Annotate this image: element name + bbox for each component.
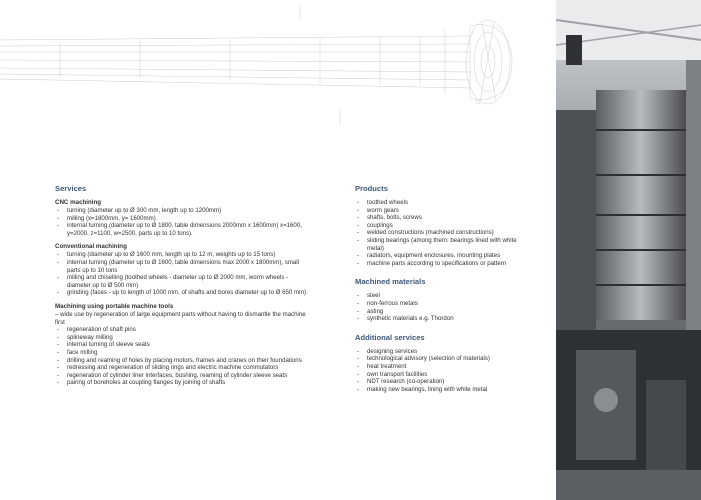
list-item: - steel — [357, 292, 380, 300]
list-item: - splineway milling — [57, 333, 113, 341]
list-item: - asting — [357, 307, 384, 315]
list-item: - regeneration of shaft pins — [57, 326, 136, 334]
list-item: - turning (diameter up to Ø 1600 mm, length up to 12 m, weights up to 15 tons) — [57, 251, 276, 259]
additional-title: Additional services — [355, 332, 425, 342]
services-column — [55, 184, 310, 393]
list-item: - synthetic materials e.g. Thordon — [357, 315, 454, 323]
list-item: - technological advisory (selection of materials) — [357, 355, 490, 363]
list-item: - drilling and reaming of holes by placing motors, frames and cranes on their foundations — [57, 356, 302, 364]
machine-illustration — [556, 0, 701, 500]
list-item: - sliding bearings (among them: bearings lined with white metal) — [357, 236, 517, 252]
list-item: - heat treatment — [357, 362, 407, 370]
list-item: - regeneration of cylinder liner interfaces, bushing, reaming of cylinder sleeve seats — [57, 371, 288, 379]
shaft-drawing — [0, 0, 556, 140]
list-item: - internal turning (diameter up to Ø 1800, table dimensions 2000mm x 1600mm) x=1600, y=2000, z=1100, w=2500, parts up to 10 tons). — [57, 222, 302, 237]
list-item: - milling and chiselling (toothed wheels - diameter up to Ø 2000 mm, worm wheels - diameter up to Ø 500 mm) — [57, 274, 289, 289]
portable-block — [55, 303, 310, 387]
list-item: - internal turning of sleeve seats — [57, 341, 150, 349]
list-item: - internal turning (diameter up to Ø 1600, table dimensions max 2000 x 1800mm), small parts up to 10 tons — [57, 258, 300, 274]
conventional-list — [55, 251, 310, 297]
services-title: Services — [55, 184, 87, 193]
products-list — [355, 199, 520, 267]
list-item: - NDT research (co-operation) — [357, 378, 445, 386]
conventional-heading: Conventional machining — [55, 243, 127, 251]
list-item: - redressing and regeneration of sliding rings and electric machine commutators — [57, 364, 279, 372]
additional-list — [355, 348, 520, 394]
products-column — [355, 184, 520, 393]
products-title: Products — [355, 184, 388, 193]
workshop-photo — [556, 0, 701, 500]
list-item: - own transport facilities — [357, 370, 428, 378]
list-item: - worm gears — [357, 206, 399, 214]
cnc-list — [55, 207, 310, 237]
materials-list — [355, 292, 520, 322]
conventional-block — [55, 243, 310, 297]
list-item: - radiators, equipment enclosures, mounting plates — [357, 252, 501, 260]
materials-title: Machined materials — [355, 277, 426, 287]
list-item: - face milling — [57, 348, 98, 356]
portable-list — [55, 326, 310, 387]
list-item: - couplings — [357, 221, 393, 229]
cnc-heading: CNC machining — [55, 199, 102, 206]
cnc-block — [55, 199, 310, 237]
list-item: - pairing of boreholes at coupling flanges by joining of shafts — [57, 379, 226, 387]
list-item: - turning (diameter up to Ø 300 mm, length up to 1200mm) — [57, 207, 222, 214]
list-item: - milling (x=1800mm, y= 1600mm) — [57, 214, 156, 222]
portable-heading: Machining using portable machine tools — [55, 302, 174, 310]
list-item: - welded constructions (machined constructions) — [357, 229, 494, 237]
list-item: - shafts, bolts, screws — [357, 214, 422, 222]
portable-intro: – wide use by regeneration of large equipment parts without having to dismantle the machine first — [55, 310, 306, 326]
list-item: - toothed wheels — [357, 199, 408, 206]
list-item: - designing services — [357, 347, 418, 355]
list-item: - non-ferrous metals — [357, 299, 418, 307]
list-item: - grinding (faces - up to length of 1000 mm, of shafts and bores diameter up to Ø 650 mm) — [57, 289, 307, 297]
list-item: - machine parts according to specifications or pattern — [357, 259, 507, 267]
list-item: - making new bearings, lining with white metal — [357, 385, 488, 393]
